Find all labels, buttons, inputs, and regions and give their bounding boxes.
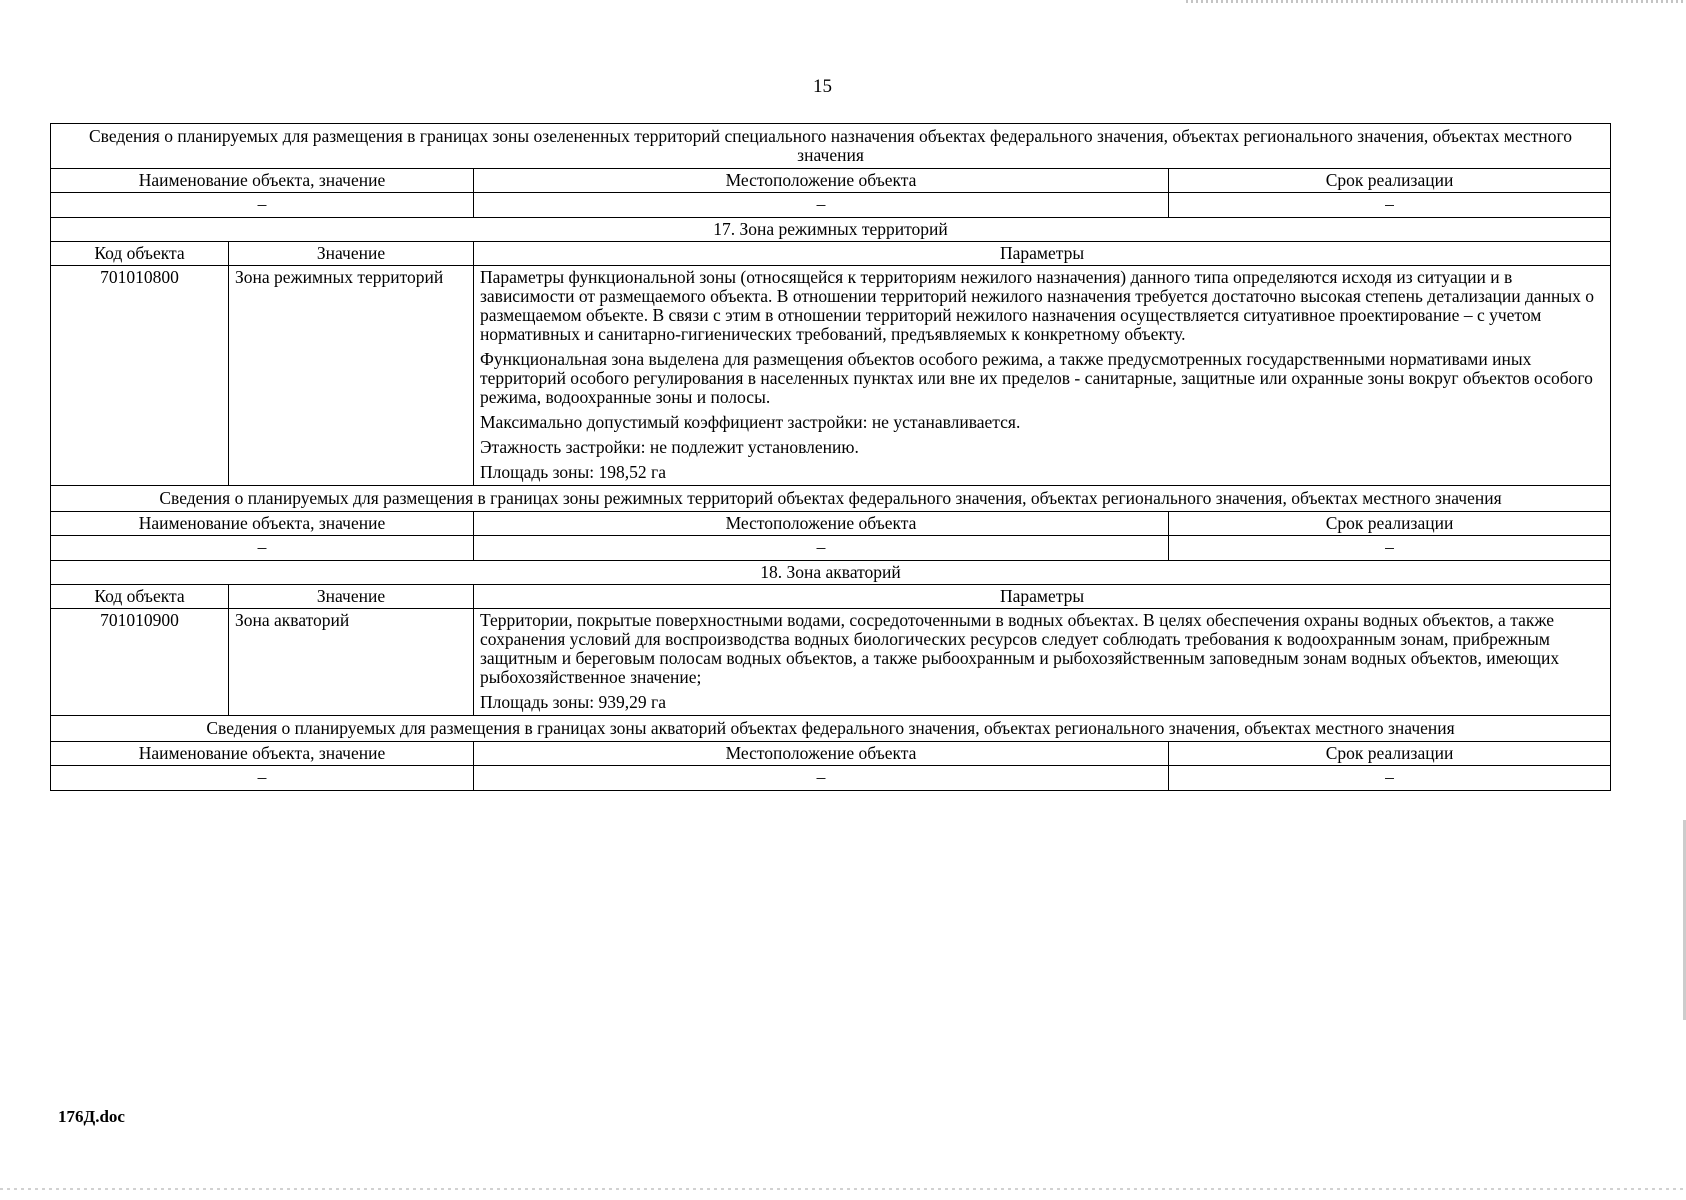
objects-empty-row bbox=[51, 766, 1611, 791]
section-title-row bbox=[51, 716, 1611, 742]
objects-header-row bbox=[51, 169, 1611, 193]
location-column-header: Местоположение объекта bbox=[474, 169, 1169, 193]
zone17-title: 17. Зона режимных территорий bbox=[51, 218, 1611, 242]
zone17-param-text: Максимально допустимый коэффициент застройки: не устанавливается. bbox=[480, 412, 1021, 432]
zone17-code: 701010800 bbox=[51, 266, 229, 486]
zone17-value: Зона режимных территорий bbox=[229, 266, 474, 486]
objects-header-row bbox=[51, 512, 1611, 536]
zone18-value: Зона акваторий bbox=[229, 609, 474, 716]
zone-header-row bbox=[51, 242, 1611, 266]
zone-title-row bbox=[51, 561, 1611, 585]
params-column-header: Параметры bbox=[474, 585, 1611, 609]
name-cell: – bbox=[51, 536, 474, 561]
zone17-param-text: Параметры функциональной зоны (относящейся к территориям нежилого назначения) данного типа определяются исходя из ситуации и в зависимости от размещаемого объекта. В отношении территорий нежилого назначения требуется достаточно высокая степень детализации данных о размещаемом объекте. В связи с этим в отношении территорий нежилого назначения осуществляется ситуативное проектирование – с учетом нормативных и санитарно-гигиенических требований, предъявляемых к конкретному объекту. bbox=[480, 267, 1595, 344]
zone-header-row bbox=[51, 585, 1611, 609]
section-title-row bbox=[51, 486, 1611, 512]
zone17-area: Площадь зоны: 198,52 га bbox=[480, 462, 666, 482]
value-column-header: Значение bbox=[229, 242, 474, 266]
objects-empty-row bbox=[51, 193, 1611, 218]
objects-empty-row bbox=[51, 536, 1611, 561]
term-column-header: Срок реализации bbox=[1169, 512, 1611, 536]
zone18-title: 18. Зона акваторий bbox=[51, 561, 1611, 585]
location-column-header: Местоположение объекта bbox=[474, 742, 1169, 766]
zone17-objects-title: Сведения о планируемых для размещения в границах зоны режимных территорий объектах федерального значения, объектах регионального значения, объектах местного значения bbox=[51, 486, 1611, 512]
zone18-params bbox=[474, 609, 1611, 716]
zone18-area: Площадь зоны: 939,29 га bbox=[480, 692, 666, 712]
footer-filename: 176Д.doc bbox=[58, 1107, 125, 1126]
section-title-row bbox=[51, 124, 1611, 169]
term-column-header: Срок реализации bbox=[1169, 742, 1611, 766]
zones-table bbox=[50, 123, 1611, 791]
zone18-objects-title: Сведения о планируемых для размещения в границах зоны акваторий объектах федерального значения, объектах регионального значения, объектах местного значения bbox=[51, 716, 1611, 742]
location-cell: – bbox=[474, 536, 1169, 561]
name-column-header: Наименование объекта, значение bbox=[51, 169, 474, 193]
name-cell: – bbox=[51, 766, 474, 791]
code-column-header: Код объекта bbox=[51, 242, 229, 266]
value-column-header: Значение bbox=[229, 585, 474, 609]
location-cell: – bbox=[474, 766, 1169, 791]
location-column-header: Местоположение объекта bbox=[474, 512, 1169, 536]
name-column-header: Наименование объекта, значение bbox=[51, 742, 474, 766]
zone17-param-text: Этажность застройки: не подлежит установлению. bbox=[480, 437, 859, 457]
params-column-header: Параметры bbox=[474, 242, 1611, 266]
term-cell: – bbox=[1169, 766, 1611, 791]
zone17-param-text: Функциональная зона выделена для размещения объектов особого режима, а также предусмотренных государственными нормативами иных территорий особого регулирования в населенных пунктах или вне их пределов - санитарные, защитные или охранные зоны вокруг объектов особого режима, водоохранные зоны и полосы. bbox=[480, 349, 1593, 407]
zone18-param-text: Территории, покрытые поверхностными водами, сосредоточенными в водных объектах. В целях обеспечения охраны водных объектов, а также сохранения условий для воспроизводства водных биологических ресурсов следует соблюдать требования к водоохранным зонам, прибрежным защитным и береговым полосам водных объектов, а также рыбоохранным и рыбохозяйственным заповедным зонам водных объектов, имеющих рыбохозяйственное значение; bbox=[480, 610, 1560, 687]
zone17-params bbox=[474, 266, 1611, 486]
code-column-header: Код объекта bbox=[51, 585, 229, 609]
scan-artifact-bottom bbox=[0, 1188, 1686, 1190]
page-number: 15 bbox=[813, 76, 832, 97]
term-cell: – bbox=[1169, 193, 1611, 218]
zone18-code: 701010900 bbox=[51, 609, 229, 716]
name-column-header: Наименование объекта, значение bbox=[51, 512, 474, 536]
zone-title-row bbox=[51, 218, 1611, 242]
location-cell: – bbox=[474, 193, 1169, 218]
zone17-row bbox=[51, 266, 1611, 486]
zone18-row bbox=[51, 609, 1611, 716]
term-cell: – bbox=[1169, 536, 1611, 561]
scan-artifact-top bbox=[1186, 0, 1686, 3]
objects-header-row bbox=[51, 742, 1611, 766]
term-column-header: Срок реализации bbox=[1169, 169, 1611, 193]
greenery-objects-title: Сведения о планируемых для размещения в границах зоны озелененных территорий специального назначения объектах федерального значения, объектах регионального значения, объектах местного значения bbox=[51, 124, 1611, 169]
name-cell: – bbox=[51, 193, 474, 218]
